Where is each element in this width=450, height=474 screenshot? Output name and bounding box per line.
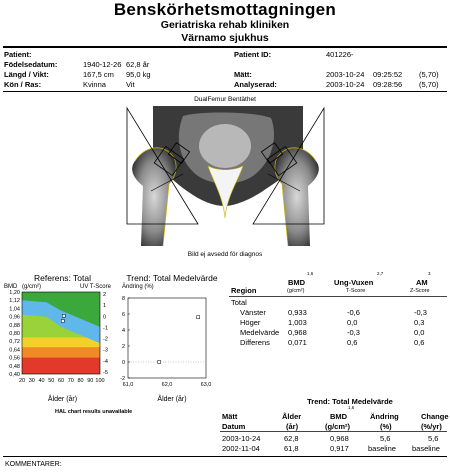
ref-rtick-label: -1: [103, 325, 108, 332]
trend-header-date2: Datum: [222, 422, 246, 431]
ref-xtick-label: 40: [38, 378, 45, 384]
results-cell-region: Höger: [240, 318, 261, 327]
patient-rule: [3, 91, 447, 92]
scan-caption: Bild ej avsedd för diagnos: [187, 251, 263, 258]
ref-rtick-label: -5: [103, 370, 108, 376]
trend-chart-ylabel: Ändring (%): [122, 284, 154, 290]
hal-note: HAL chart results unavailable: [55, 409, 133, 415]
measured-time: 09:25:52: [373, 70, 403, 79]
trend-header-rate2: (%/yr): [421, 422, 442, 431]
results-header-am: AM: [416, 278, 428, 287]
ref-ytick-label: 0,96: [9, 314, 20, 321]
patient-id-value: 401226-: [326, 50, 354, 59]
results-cell-zscore: 0,0: [414, 328, 425, 337]
results-cell-bmd: 0,968: [288, 328, 307, 337]
trend-ytick-label: 4: [121, 328, 125, 334]
ref-band-orange: [22, 347, 100, 357]
analyzed-version: (5,70): [419, 80, 439, 89]
ref-ytick-label: 1,12: [9, 298, 20, 305]
trend-header-rule: [220, 431, 447, 432]
patient-label: Patient:: [4, 50, 32, 59]
trend-table-title: Trend: Total Medelvärde: [307, 397, 393, 406]
trend-chart-title: Trend: Total Medelvärde: [126, 273, 218, 283]
ref-rtick-label: -2: [103, 336, 108, 343]
results-header-bmd-unit: (g/cm²): [287, 288, 305, 294]
ref-xtick-label: 20: [18, 378, 26, 384]
trend-cell-rate: 5,6: [428, 434, 439, 443]
results-cell-zscore: -0,3: [414, 308, 427, 317]
trend-header-rate1: Change: [421, 412, 449, 421]
results-header-am-sup: 3: [428, 271, 431, 276]
ref-ytick-label: 0,88: [9, 322, 20, 329]
footer-rule: [3, 456, 447, 457]
results-cell-bmd: 0,071: [288, 338, 307, 347]
trend-chart-xlabel: Ålder (år): [157, 396, 187, 403]
results-cell-region: Total: [231, 298, 247, 307]
trend-xtick-label: 62,0: [161, 382, 173, 388]
ref-rtick-label: 2: [103, 292, 107, 298]
analyzed-label: Analyserad:: [234, 80, 277, 89]
comments-label: KOMMENTARER:: [5, 461, 62, 468]
patient-info: [0, 0, 450, 100]
ref-ytick-label: 0,80: [9, 331, 20, 337]
trend-xtick-label: 61,0: [122, 382, 134, 388]
weight-value: 95,0 kg: [126, 70, 151, 79]
ref-data-point: [61, 320, 64, 323]
report-subtitle-hospital: Värnamo sjukhus: [181, 32, 269, 44]
results-cell-tscore: -0,3: [347, 328, 360, 337]
ref-xtick-label: 30: [28, 378, 35, 384]
trend-chart-frame: [128, 298, 206, 378]
results-cell-tscore: 0,0: [347, 318, 358, 327]
results-header-young: Ung-Vuxen: [334, 278, 374, 287]
age-value: 62,8 år: [126, 60, 150, 69]
analyzed-date: 2003-10-24: [326, 80, 365, 89]
results-cell-tscore: 0,6: [347, 338, 358, 347]
trend-chart: [114, 290, 224, 394]
results-header-am-sub: Z-Score: [410, 288, 430, 294]
results-cell-zscore: 0,3: [414, 318, 425, 327]
trend-cell-change: baseline: [368, 444, 396, 453]
ref-ytick-label: 0,48: [9, 363, 20, 370]
measured-label: Mätt:: [234, 70, 252, 79]
ref-chart-title: Referens: Total: [33, 273, 91, 283]
results-cell-region: Vänster: [240, 308, 266, 317]
ref-xtick-label: 80: [77, 378, 84, 384]
ref-rtick-label: -4: [103, 358, 108, 365]
ref-chart-right-label: UV T-Score: [80, 284, 111, 290]
analyzed-time: 09:28:56: [373, 80, 403, 89]
ref-xtick-label: 70: [67, 378, 74, 384]
report-title: Benskörhetsmottagningen: [113, 0, 337, 19]
trend-cell-bmd: 0,917: [330, 444, 349, 453]
ref-ytick-label: 0,56: [9, 355, 20, 362]
measured-version: (5,70): [419, 70, 439, 79]
ref-chart-xlabel: Ålder (år): [47, 396, 78, 403]
results-cell-bmd: 1,003: [288, 318, 307, 327]
trend-header-bmd2: (g/cm²): [325, 422, 350, 431]
results-header-rule: [229, 296, 447, 297]
dob-value: 1940-12-26: [83, 60, 122, 69]
results-cell-zscore: 0,6: [414, 338, 425, 347]
trend-data-point: [197, 316, 200, 319]
trend-header-age2: (år): [286, 422, 299, 431]
trend-cell-change: 5,6: [380, 434, 391, 443]
trend-cell-date: 2002-11-04: [222, 444, 260, 453]
trend-header-bmd-sup: 1,6: [348, 405, 355, 410]
results-cell-bmd: 0,933: [288, 308, 307, 317]
ref-ytick-label: 1,04: [9, 306, 20, 313]
ref-ytick-label: 1,20: [9, 290, 20, 296]
trend-ytick-label: 8: [121, 296, 125, 302]
ref-xtick-label: 60: [57, 378, 65, 384]
ref-rtick-label: 0: [103, 314, 107, 321]
dob-label: Födelsedatum:: [4, 60, 58, 69]
scan-title: DualFemur Bentäthet: [194, 96, 256, 103]
results-cell-region: Medelvärde: [240, 328, 280, 337]
ref-ytick-label: 0,64: [9, 347, 20, 354]
trend-header-chg2: (%): [380, 422, 392, 431]
trend-cell-rate: baseline: [412, 444, 440, 453]
ref-data-point: [62, 314, 65, 317]
ref-ytick-label: 0,40: [9, 372, 20, 378]
results-header-young-sub: T-Score: [346, 288, 366, 294]
measured-date: 2003-10-24: [326, 70, 365, 79]
trend-ytick-label: 0: [121, 360, 125, 366]
results-header-bmd-sup: 1,6: [307, 271, 314, 276]
results-header-region: Region: [231, 286, 257, 295]
height-weight-label: Längd / Vikt:: [4, 70, 49, 79]
patient-id-label: Patient ID:: [234, 50, 272, 59]
ref-rtick-label: -3: [103, 347, 108, 354]
trend-cell-age: 61,8: [284, 444, 299, 453]
results-cell-tscore: -0,6: [347, 308, 360, 317]
sex-race-label: Kön / Ras:: [4, 80, 42, 89]
ref-chart: [0, 290, 118, 394]
results-header-young-sup: 2,7: [377, 271, 384, 276]
ref-ytick-label: 0,72: [9, 339, 20, 346]
ref-chart-ylabel: BMD: [4, 284, 18, 290]
sex-value: Kvinna: [83, 80, 106, 89]
femur-scan-image: [113, 106, 338, 246]
ref-xtick-label: 100: [95, 378, 105, 384]
ref-band-yellow: [22, 337, 100, 347]
trend-cell-age: 62,8: [284, 434, 299, 443]
trend-cell-bmd: 0,968: [330, 434, 349, 443]
trend-header-age1: Ålder: [282, 412, 302, 421]
trend-xtick-label: 63,0: [200, 382, 212, 388]
ref-xtick-label: 50: [48, 378, 55, 384]
trend-ytick-label: 6: [121, 312, 125, 318]
trend-ytick-label: 2: [121, 344, 125, 350]
ref-xtick-label: 90: [87, 378, 94, 384]
results-header-bmd: BMD: [288, 278, 306, 287]
trend-data-point: [158, 361, 161, 364]
trend-header-chg1: Ändring: [370, 412, 399, 421]
trend-header-date1: Mätt: [222, 412, 238, 421]
race-value: Vit: [126, 80, 135, 89]
ref-rtick-label: 1: [103, 303, 107, 310]
trend-cell-date: 2003-10-24: [222, 434, 261, 443]
trend-ytick-label: -2: [120, 376, 125, 382]
ref-chart-ylabel-unit: (g/cm²): [22, 284, 41, 290]
trend-header-bmd1: BMD: [330, 412, 348, 421]
report-subtitle-clinic: Geriatriska rehab kliniken: [160, 19, 290, 31]
height-value: 167,5 cm: [83, 70, 114, 79]
results-cell-region: Differens: [240, 338, 270, 347]
